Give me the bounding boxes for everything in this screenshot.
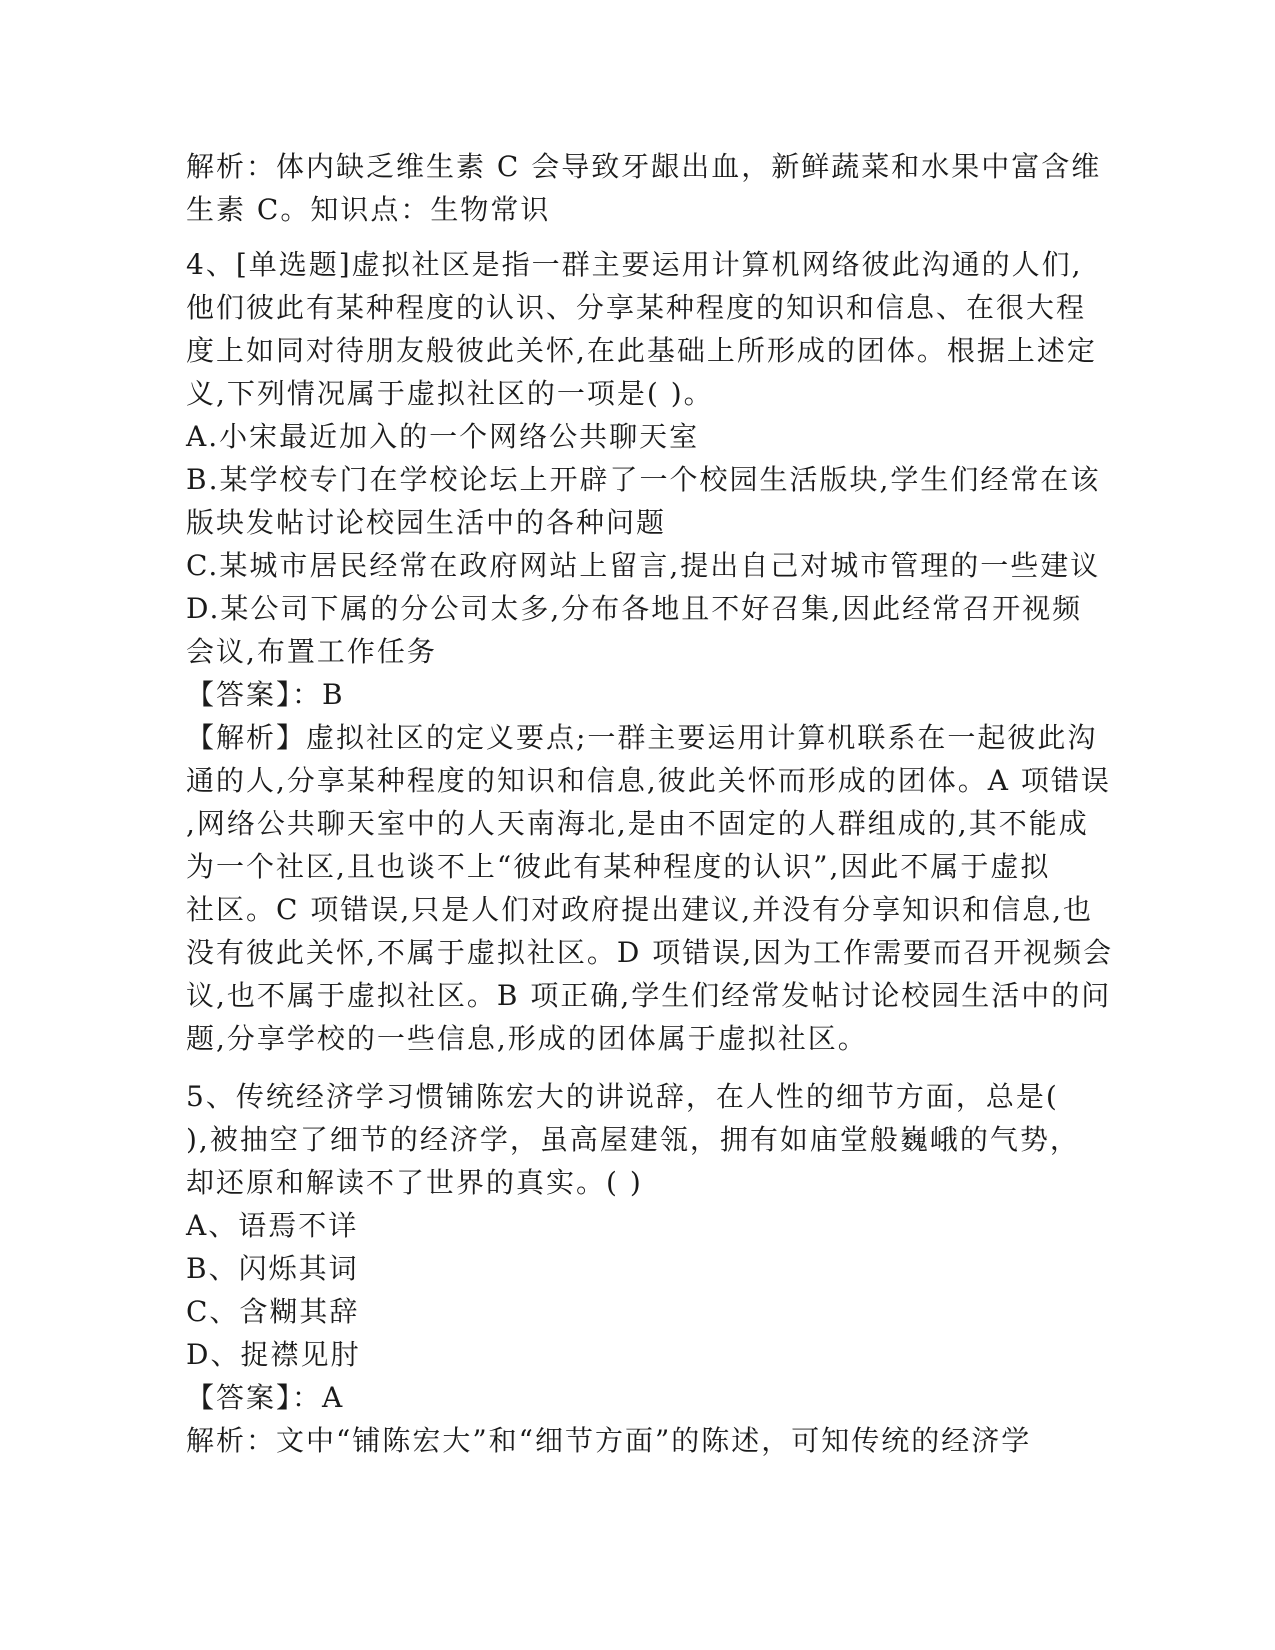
question-5-answer: 【答案】：A — [186, 1381, 345, 1414]
option-d-continued: 会议,布置工作任务 — [186, 635, 437, 668]
option-b-continued: 版块发帖讨论校园生活中的各种问题 — [186, 506, 667, 539]
stem-line: 4、[单选题]虚拟社区是指一群主要运用计算机网络彼此沟通的人们, — [186, 248, 1083, 281]
analysis-line: 通的人,分享某种程度的知识和信息,彼此关怀而形成的团体。A 项错误 — [186, 764, 1111, 797]
stem-line: 度上如同对待朋友般彼此关怀,在此基础上所形成的团体。根据上述定 — [186, 334, 1097, 367]
stem-line: 他们彼此有某种程度的认识、分享某种程度的知识和信息、在很大程 — [186, 291, 1087, 324]
explanation-line: 解析：体内缺乏维生素 C 会导致牙龈出血，新鲜蔬菜和水果中富含维 — [186, 150, 1102, 183]
stem-line: ),被抽空了细节的经济学，虽高屋建瓴，拥有如庙堂般巍峨的气势， — [186, 1123, 1080, 1156]
question-4-options — [186, 415, 1101, 673]
stem-line: 5、传统经济学习惯铺陈宏大的讲说辞，在人性的细节方面，总是( — [186, 1080, 1059, 1113]
question-4 — [186, 243, 1114, 1060]
option-c: C、含糊其辞 — [186, 1295, 360, 1328]
analysis-line: 没有彼此关怀,不属于虚拟社区。D 项错误,因为工作需要而召开视频会 — [186, 936, 1114, 969]
analysis-line: 【解析】虚拟社区的定义要点;一群主要运用计算机联系在一起彼此沟 — [186, 721, 1098, 754]
question-5-analysis — [186, 1419, 1086, 1462]
analysis-line: 为一个社区,且也谈不上“彼此有某种程度的认识”,因此不属于虚拟 — [186, 850, 1051, 883]
analysis-line: 题,分享学校的一些信息,形成的团体属于虚拟社区。 — [186, 1022, 868, 1055]
question-5 — [186, 1075, 1086, 1462]
analysis-line: ,网络公共聊天室中的人天南海北,是由不固定的人群组成的,其不能成 — [186, 807, 1089, 840]
option-d: D、捉襟见肘 — [186, 1338, 361, 1371]
option-b: B、闪烁其词 — [186, 1252, 359, 1285]
stem-line: 义,下列情况属于虚拟社区的一项是( )。 — [186, 377, 714, 410]
analysis-line: 议,也不属于虚拟社区。B 项正确,学生们经常发帖讨论校园生活中的问 — [186, 979, 1112, 1012]
question-4-analysis — [186, 716, 1114, 1060]
option-a: A.小宋最近加入的一个网络公共聊天室 — [186, 420, 700, 453]
explanation-line: 生素 C。知识点：生物常识 — [186, 193, 551, 226]
question-4-stem — [186, 243, 1097, 415]
stem-line: 却还原和解读不了世界的真实。( ) — [186, 1166, 643, 1199]
option-c: C.某城市居民经常在政府网站上留言,提出自己对城市管理的一些建议 — [186, 549, 1101, 582]
option-d: D.某公司下属的分公司太多,分布各地且不好召集,因此经常召开视频 — [186, 592, 1083, 625]
previous-question-explanation — [186, 145, 1102, 231]
question-4-answer: 【答案】：B — [186, 678, 345, 711]
analysis-line: 解析：文中“铺陈宏大”和“细节方面”的陈述，可知传统的经济学 — [186, 1424, 1032, 1457]
document-body — [186, 145, 1114, 1462]
question-5-stem — [186, 1075, 1086, 1204]
analysis-line: 社区。C 项错误,只是人们对政府提出建议,并没有分享知识和信息,也 — [186, 893, 1094, 926]
option-a: A、语焉不详 — [186, 1209, 359, 1242]
question-5-options — [186, 1204, 1086, 1376]
option-b: B.某学校专门在学校论坛上开辟了一个校园生活版块,学生们经常在该 — [186, 463, 1101, 496]
